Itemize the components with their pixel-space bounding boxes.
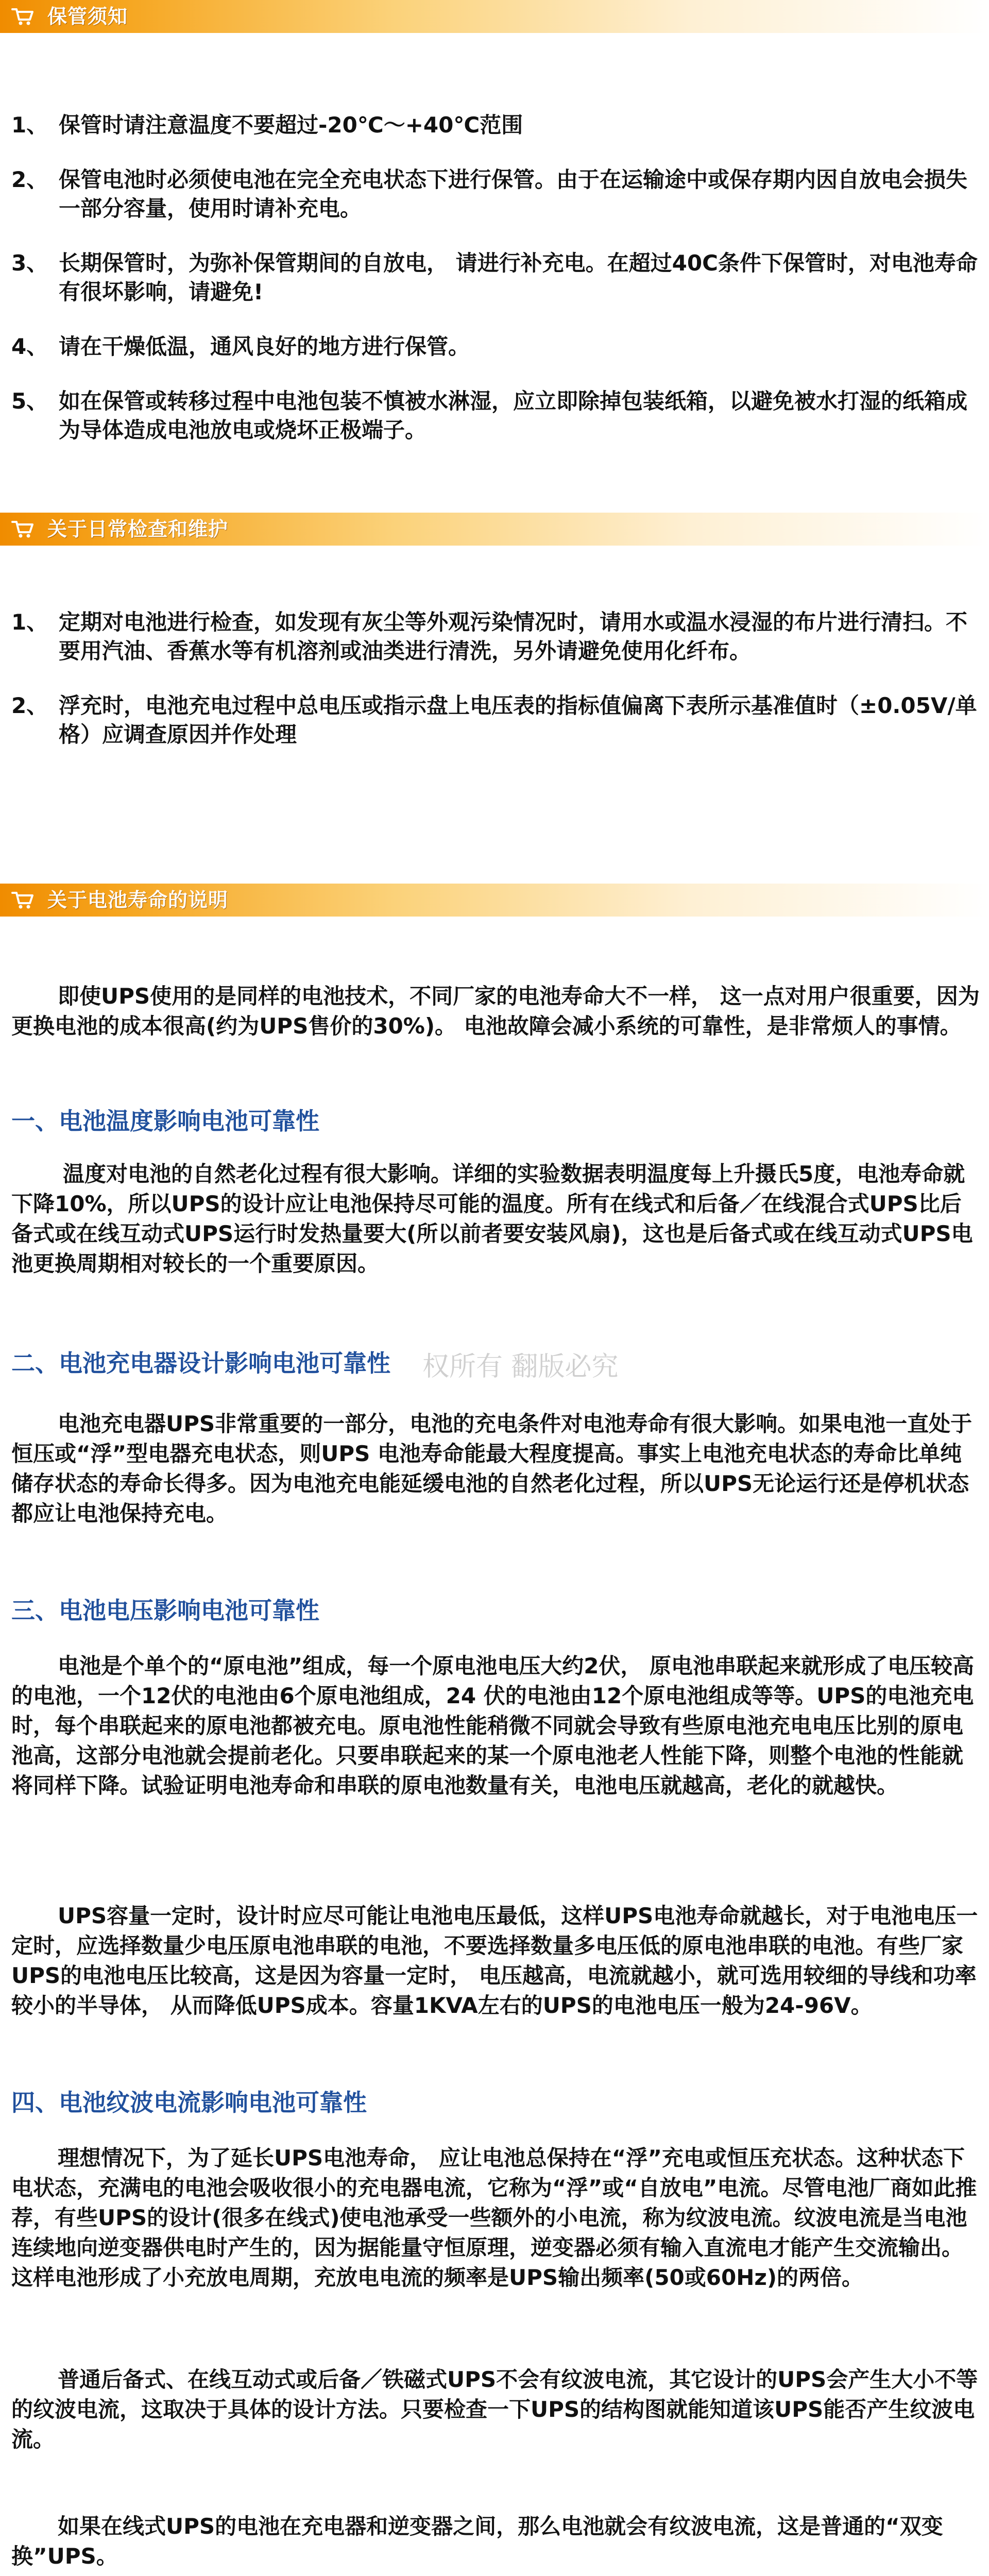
shopping-cart-icon [11, 6, 34, 27]
section-heading: 二、电池充电器设计影响电池可靠性 [11, 1349, 390, 1377]
section-paragraph: 电池是个单个的“原电池”组成，每一个原电池电压大约2伏， 原电池串联起来就形成了电压较高的电池，一个12伏的电池由6个原电池组成，24 伏的电池由12个原电池组成等等。UPS的电池充电时，每个串联起来的原电池都被充电。原电池性能稍微不同就会导致有些原电池充电电压比别的原电池高，这部分电池就会提前老化。只要串联起来的某一个原电池老人性能下降，则整个电池的性能就将同样下降。试验证明电池寿命和串联的原电池数量有关，电池电压就越高，老化的就越快。 [11, 1653, 975, 1798]
section-paragraph: 普通后备式、在线互动式或后备／铁磁式UPS不会有纹波电流，其它设计的UPS会产生大小不等的纹波电流，这取决于具体的设计方法。只要检查一下UPS的结构图就能知道该UPS能否产生纹波电流。 [11, 2367, 978, 2452]
list-item [11, 691, 980, 749]
item-text: 长期保管时，为弥补保管期间的自放电， 请进行补充电。在超过40C条件下保管时，对电池寿命有很坏影响，请避免! [59, 250, 978, 304]
item-text: 请在干燥低温，通风良好的地方进行保管。 [59, 334, 470, 359]
item-number: 3、 [11, 250, 48, 276]
section-title: 保管须知 [47, 5, 128, 28]
section-heading: 四、电池纹波电流影响电池可靠性 [11, 2089, 367, 2116]
list-item [11, 249, 980, 307]
section-banner-lifespan [0, 884, 989, 917]
item-text: 如在保管或转移过程中电池包装不慎被水淋湿，应立即除掉包装纸箱，以避免被水打湿的纸箱成为导体造成电池放电或烧坏正极端子。 [59, 388, 968, 443]
section-paragraph: 如果在线式UPS的电池在充电器和逆变器之间，那么电池就会有纹波电流，这是普通的“双变换”UPS。 [11, 2514, 943, 2569]
intro-paragraph: 即使UPS使用的是同样的电池技术，不同厂家的电池寿命大不一样， 这一点对用户很重要，因为更换电池的成本很高(约为UPS售价的30%)。 电池故障会减小系统的可靠性，是非常烦人的事情。 [11, 984, 980, 1039]
section-paragraph: 电池充电器UPS非常重要的一部分，电池的充电条件对电池寿命有很大影响。如果电池一直处于恒压或“浮”型电器充电状态，则UPS 电池寿命能最大程度提高。事实上电池充电状态的寿命比单纯储存状态的寿命长得多。因为电池充电能延缓电池的自然老化过程，所以UPS无论运行还是停机状态都应让电池保持充电。 [11, 1411, 973, 1526]
item-text: 保管电池时必须使电池在完全充电状态下进行保管。由于在运输途中或保存期内因自放电会损失一部分容量，使用时请补充电。 [59, 167, 968, 221]
item-text: 保管时请注意温度不要超过-20℃～+40℃范围 [59, 112, 523, 138]
section-heading: 三、电池电压影响电池可靠性 [11, 1597, 319, 1624]
item-number: 5、 [11, 388, 48, 414]
list-item [11, 387, 980, 445]
item-number: 1、 [11, 112, 48, 138]
item-number: 2、 [11, 693, 48, 718]
item-number: 1、 [11, 609, 48, 635]
section-banner-maintenance [0, 513, 989, 546]
section-heading: 一、电池温度影响电池可靠性 [11, 1107, 319, 1135]
item-number: 4、 [11, 334, 48, 359]
item-text: 浮充时，电池充电过程中总电压或指示盘上电压表的指标值偏离下表所示基准值时（±0.05V/单格）应调查原因并作处理 [59, 693, 977, 747]
list-item [11, 608, 980, 666]
item-text: 定期对电池进行检查，如发现有灰尘等外观污染情况时，请用水或温水浸湿的布片进行清扫。不要用汽油、香蕉水等有机溶剂或油类进行清洗，另外请避免使用化纤布。 [59, 609, 968, 664]
item-number: 2、 [11, 167, 48, 192]
section-title: 关于电池寿命的说明 [47, 889, 229, 911]
section-title: 关于日常检查和维护 [47, 518, 229, 540]
maintenance-list [11, 608, 980, 775]
list-item [11, 165, 980, 223]
list-item [11, 332, 980, 361]
shopping-cart-icon [11, 890, 34, 910]
section-banner-storage [0, 0, 989, 33]
section-paragraph: 理想情况下，为了延长UPS电池寿命， 应让电池总保持在“浮”充电或恒压充状态。这种状态下电状态，充满电的电池会吸收很小的充电器电流，它称为“浮”或“自放电”电流。尽管电池厂商如此推荐，有些UPS的设计(很多在线式)使电池承受一些额外的小电流，称为纹波电流。纹波电流是当电池连续地向逆变器供电时产生的，因为据能量守恒原理，逆变器必须有输入直流电才能产生交流输出。这样电池形成了小充放电周期，充放电电流的频率是UPS输出频率(50或60Hz)的两倍。 [11, 2145, 977, 2290]
list-item [11, 111, 980, 140]
section-paragraph: UPS容量一定时，设计时应尽可能让电池电压最低，这样UPS电池寿命就越长，对于电池电压一定时，应选择数量少电压原电池串联的电池，不要选择数量多电压低的原电池串联的电池。有些厂家UPS的电池电压比较高，这是因为容量一定时， 电压越高，电流就越小，就可选用较细的导线和功率较小的半导体， 从而降低UPS成本。容量1KVA左右的UPS的电池电压一般为24-96V。 [11, 1903, 978, 2018]
storage-list [11, 111, 980, 470]
section-paragraph: 温度对电池的自然老化过程有很大影响。详细的实验数据表明温度每上升摄氏5度，电池寿命就下降10%，所以UPS的设计应让电池保持尽可能的温度。所有在线式和后备／在线混合式UPS比后备式或在线互动式UPS运行时发热量要大(所以前者要安装风扇)，这也是后备式或在线互动式UPS电池更换周期相对较长的一个重要原因。 [11, 1161, 973, 1276]
watermark: 权所有 翻版必究 [422, 1351, 619, 1382]
shopping-cart-icon [11, 519, 34, 539]
